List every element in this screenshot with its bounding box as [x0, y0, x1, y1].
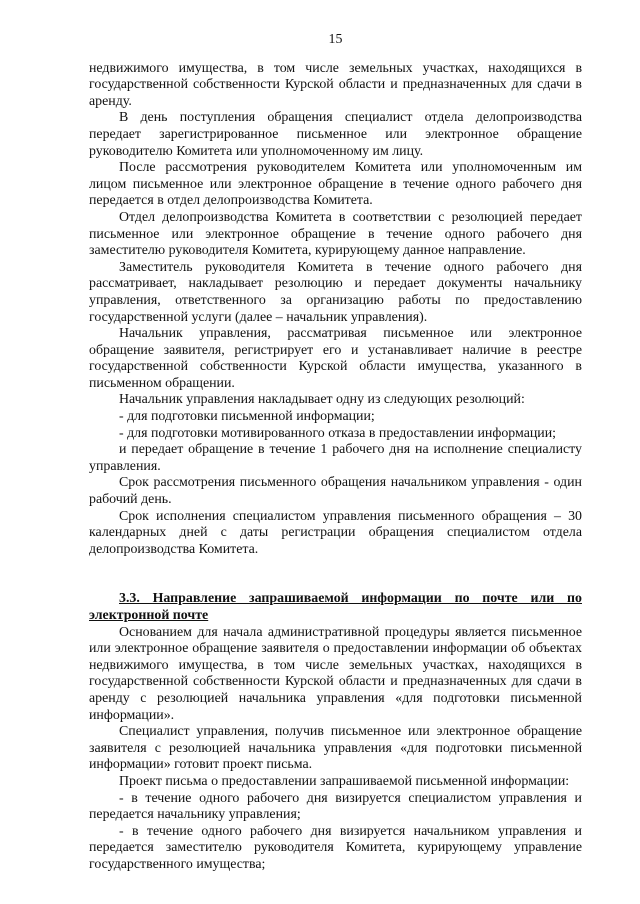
paragraph: Начальник управления накладывает одну из следующих резолюций: [119, 392, 525, 408]
paragraph: и передает обращение в течение 1 рабочего дня на исполнение специалисту управления. [89, 442, 582, 474]
paragraph: Заместитель руководителя Комитета в течение одного рабочего дня рассматривает, накладывает резолюцию и передает документы начальнику управления, ответственного за организацию работы по предоставлению государственной услуги (далее – начальник управления). [89, 259, 582, 325]
paragraph: В день поступления обращения специалист отдела делопроизводства передает зарегистрированное письменное или электронное обращение руководителю Комитета или уполномоченному им лицу. [89, 110, 582, 159]
paragraph: Специалист управления, получив письменное или электронное обращение заявителя с резолюцией начальника управления «для подготовки письменной информации» готовит проект письма. [89, 724, 582, 773]
paragraph: Проект письма о предоставлении запрашиваемой письменной информации: [119, 773, 570, 789]
paragraph: Срок рассмотрения письменного обращения начальником управления - один рабочий день. [89, 475, 582, 508]
paragraph: Основанием для начала административной процедуры является письменное или электронное обращение заявителя о предоставлении информации об объектах недвижимого имущества, в том числе земельных участках, находящихся в государственной собственности Курской области и предназначенных для сдачи в аренду с резолюцией начальника управления «для подготовки письменной информации». [89, 624, 582, 723]
list-item: - в течение одного рабочего дня визируется специалистом управления и передается начальнику управления; [89, 790, 582, 823]
paragraph: Отдел делопроизводства Комитета в соответствии с резолюцией передает письменное или электронное обращение в течение одного рабочего дня заместителю руководителя Комитета, курирующему данное направление. [89, 209, 582, 259]
paragraph: недвижимого имущества, в том числе земельных участках, находящихся в государственной собственности Курской области и предназначенных для сдачи в аренду. [89, 60, 582, 109]
section-heading-text: 3.3. Направление запрашиваемой информации по почте или по электронной почте [89, 591, 582, 623]
list-item: - для подготовки мотивированного отказа в предоставлении информации; [119, 425, 557, 441]
paragraph: Начальник управления, рассматривая письменное или электронное обращение заявителя, регистрирует его и устанавливает наличие в реестре государственной собственности Курской области имущества, указанного в письменном обращении. [89, 326, 582, 391]
list-item: - для подготовки письменной информации; [119, 409, 375, 425]
list-item: - в течение одного рабочего дня визируется начальником управления и передается заместителю руководителя Комитета, курирующему управление государственного имущества; [89, 823, 582, 872]
paragraph: После рассмотрения руководителем Комитета или уполномоченным им лицом письменное или электронное обращение в течение одного рабочего дня передается в отдел делопроизводства Комитета. [89, 160, 582, 209]
paragraph: Срок исполнения специалистом управления письменного обращения – 30 календарных дней с даты регистрации обращения специалистом отдела делопроизводства Комитета. [89, 508, 582, 557]
document-body [89, 61, 582, 874]
page-number: 15 [328, 32, 343, 47]
section-heading [89, 591, 582, 624]
